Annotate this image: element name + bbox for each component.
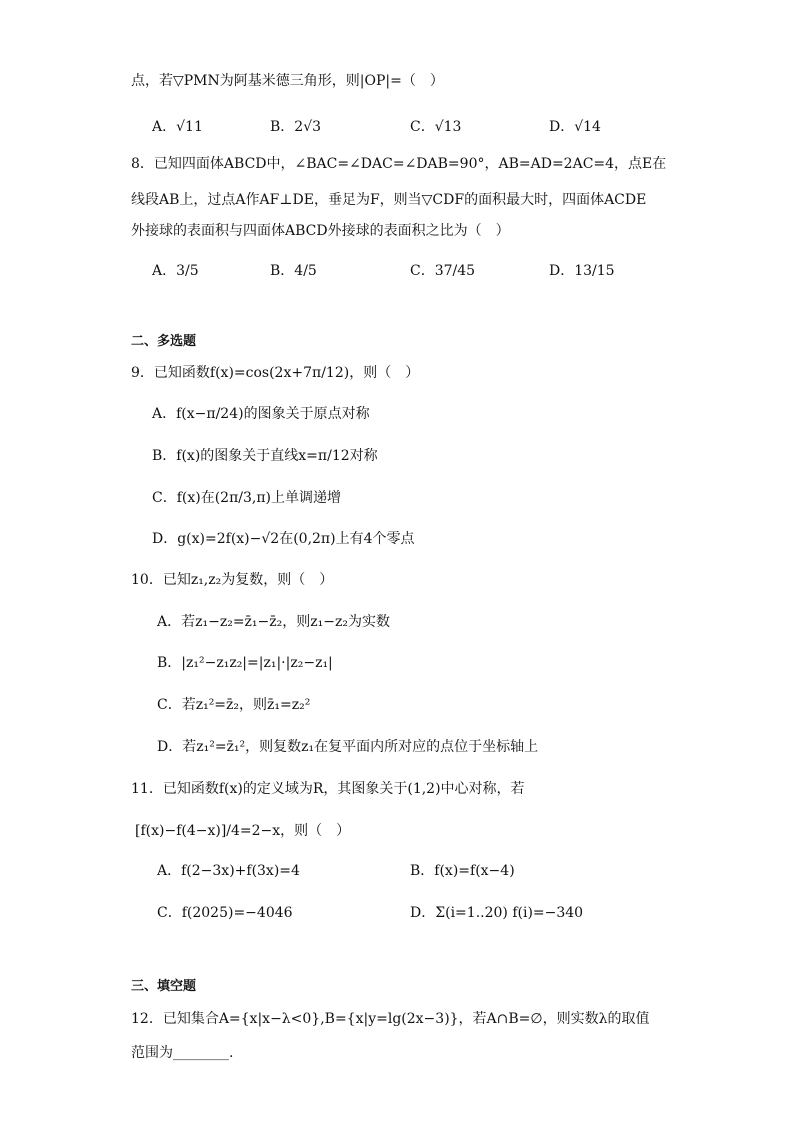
q7-stem-text: 点，若▽PMN为阿基米德三角形，则|OP|=（ ） (131, 73, 444, 89)
q8-option-c[interactable]: C．37/45 (410, 263, 476, 279)
q7-option-c[interactable]: C．√13 (410, 119, 462, 135)
q9-option-c[interactable]: C．f(x)在(2π/3,π)上单调递增 (152, 490, 342, 506)
q12-stem-line2: 范围为________. (131, 1045, 234, 1061)
q10-option-c[interactable]: C．若z₁²=z̄₂，则z̄₁=z₂² (157, 697, 311, 713)
q11-stem-line2: [f(x)−f(4−x)]/4=2−x，则（ ） (135, 823, 351, 839)
q11-stem-line1: 11．已知函数f(x)的定义域为R，其图象关于(1,2)中心对称，若 (131, 781, 525, 797)
q11-option-a[interactable]: A．f(2−3x)+f(3x)=4 (157, 863, 300, 879)
q7-option-d[interactable]: D．√14 (549, 119, 601, 135)
q9-option-b[interactable]: B．f(x)的图象关于直线x=π/12对称 (152, 448, 378, 464)
section-fill-in-heading: 三、填空题 (131, 979, 197, 994)
q12-stem-line1: 12．已知集合A={x|x−λ<0},B={x|y=lg(2x−3)}，若A∩B=∅，则实数λ的取值 (131, 1011, 650, 1027)
q8-stem-line1: 8．已知四面体ABCD中，∠BAC=∠DAC=∠DAB=90°，AB=AD=2AC=4，点E在 (131, 156, 667, 172)
q8-stem-line3: 外接球的表面积与四面体ABCD外接球的表面积之比为（ ） (131, 223, 510, 239)
q10-option-b[interactable]: B．|z₁²−z₁z₂|=|z₁|·|z₂−z₁| (157, 655, 333, 671)
q9-option-a[interactable]: A．f(x−π/24)的图象关于原点对称 (152, 406, 370, 422)
q9-option-d[interactable]: D．g(x)=2f(x)−√2在(0,2π)上有4个零点 (152, 531, 415, 547)
q7-stem-tail (131, 74, 444, 88)
q10-stem: 10．已知z₁,z₂为复数，则（ ） (131, 572, 334, 588)
q11-option-b[interactable]: B．f(x)=f(x−4) (410, 863, 515, 879)
q10-option-a[interactable]: A．若z₁−z₂=z̄₁−z̄₂，则z₁−z₂为实数 (157, 614, 390, 630)
q8-option-d[interactable]: D．13/15 (549, 263, 615, 279)
q7-option-b[interactable]: B．2√3 (270, 119, 322, 135)
q9-stem: 9．已知函数f(x)=cos(2x+7π/12)，则（ ） (131, 365, 420, 381)
section-multiple-choice-heading: 二、多选题 (131, 334, 197, 349)
q11-option-c[interactable]: C．f(2025)=−4046 (157, 905, 293, 921)
q10-option-d[interactable]: D．若z₁²=z̄₁²，则复数z₁在复平面内所对应的点位于坐标轴上 (157, 739, 539, 755)
q8-option-a[interactable]: A．3/5 (152, 263, 199, 279)
q7-option-a[interactable]: A．√11 (152, 119, 203, 135)
q8-stem-line2: 线段AB上，过点A作AF⊥DE，垂足为F，则当▽CDF的面积最大时，四面体ACDE (131, 192, 647, 208)
q11-option-d[interactable]: D．Σ(i=1..20) f(i)=−340 (410, 905, 584, 921)
q8-option-b[interactable]: B．4/5 (270, 263, 317, 279)
